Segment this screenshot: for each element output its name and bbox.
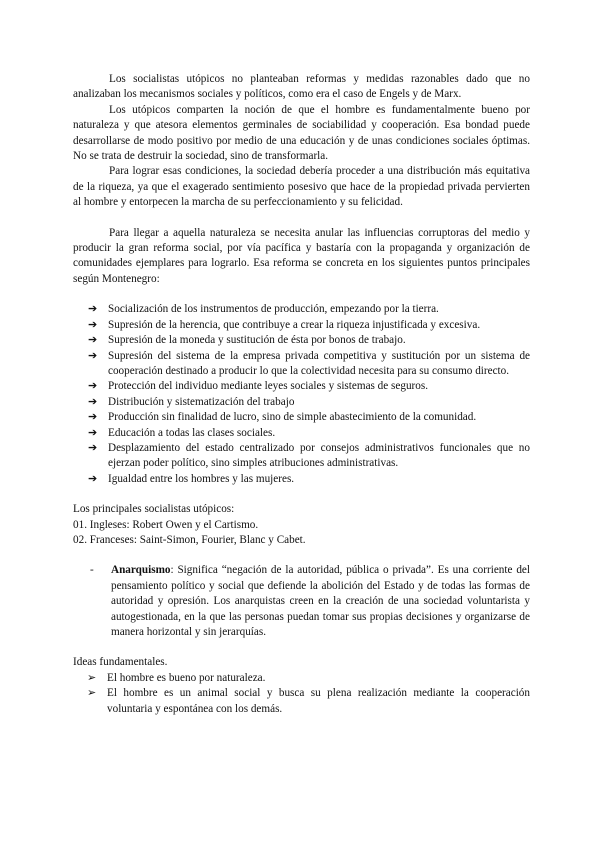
ideas-heading: Ideas fundamentales. <box>73 656 168 669</box>
arrow-icon: ➔ <box>88 411 98 424</box>
list-item: ➔ Supresión de la moneda y sustitución de ésta por bonos de trabajo. <box>88 333 530 348</box>
list-item: ➢ El hombre es bueno por naturaleza. <box>87 671 530 686</box>
list-item: ➔ Producción sin finalidad de lucro, sino de simple abastecimiento de la comunidad. <box>88 410 530 425</box>
socialists-item-franceses: 02. Franceses: Saint-Simon, Fourier, Blanc y Cabet. <box>73 533 306 546</box>
list-item: ➢ El hombre es un animal social y busca su plena realización mediante la cooperación voluntaria y espontánea con los demás. <box>87 687 530 715</box>
spacer <box>73 287 530 302</box>
arrow-icon: ➔ <box>88 303 98 316</box>
paragraph-nocion-hombre: Los utópicos comparten la noción de que el hombre es fundamentalmente bueno por naturaleza y que atesora elementos germinales de sociabilidad y cooperación. Esa bondad puede desarrollarse de modo positivo por medio de una educación y de unas condiciones sociales óptimas. No se trata de destruir la sociedad, sino de transformarla. <box>73 103 530 163</box>
paragraph-reforma-social: Para llegar a aquella naturaleza se necesita anular las influencias corruptoras del medio y producir la gran reforma social, por vía pacífica y bastaría con la propaganda y organización de comunidades ejemplares para lograrlo. Esa reforma se concreta en los siguientes puntos principales según Montenegro: <box>73 226 530 285</box>
arrow-icon: ➔ <box>88 441 98 454</box>
spacer <box>73 487 530 502</box>
arrow-icon: ➔ <box>88 318 98 331</box>
arrow-icon: ➔ <box>88 380 98 393</box>
arrow-icon: ➔ <box>88 395 98 408</box>
list-item: ➔ Igualdad entre los hombres y las mujeres. <box>88 472 530 487</box>
anarquismo-term: Anarquismo <box>111 564 171 577</box>
anarquismo-text: : Significa “negación de la autoridad, pública o privada”. Es una corriente del pensamiento político y social que defiende la abolición del Estado y de todas las formas de autoridad y opresión. Los anarquistas creen en la creación de una sociedad voluntarista y autogestionada, en la que las personas puedan tomar sus propias decisiones y organizarse de manera horizontal y sin jerarquías. <box>111 564 530 638</box>
arrow-icon: ➔ <box>88 334 98 347</box>
reforma-points-list <box>73 302 530 487</box>
arrow-icon: ➔ <box>88 472 98 485</box>
dash-marker: - <box>90 564 94 577</box>
socialists-heading: Los principales socialistas utópicos: <box>73 503 235 516</box>
arrow-icon: ➔ <box>88 426 98 439</box>
list-item: ➔ Protección del individuo mediante leyes sociales y sistemas de seguros. <box>88 379 530 394</box>
arrow-icon: ➔ <box>88 349 98 362</box>
socialists-item-ingleses: 01. Ingleses: Robert Owen y el Cartismo. <box>73 518 259 531</box>
paragraph-utopicos-intro: Los socialistas utópicos no planteaban reformas y medidas razonables dado que no analizaban los mecanismos sociales y políticos, como era el caso de Engels y de Marx. <box>73 73 530 101</box>
list-item: ➔ Distribución y sistematización del trabajo <box>88 395 530 410</box>
list-item: ➔ Socialización de los instrumentos de producción, empezando por la tierra. <box>88 302 530 317</box>
list-item: ➔ Supresión del sistema de la empresa privada competitiva y sustitución por un sistema de cooperación destinado a producir lo que la colectividad necesita para su consumo directo. <box>88 349 530 377</box>
list-item: ➔ Desplazamiento del estado centralizado por consejos administrativos funcionales que no ejerzan poder político, sino simples atribuciones administrativas. <box>88 441 530 470</box>
spacer <box>73 640 530 655</box>
list-item: ➔ Educación a todas las clases sociales. <box>88 426 530 441</box>
list-item: ➔ Supresión de la herencia, que contribuye a crear la riqueza injustificada y excesiva. <box>88 318 530 333</box>
chevron-arrow-icon: ➢ <box>87 687 97 700</box>
chevron-arrow-icon: ➢ <box>87 671 97 684</box>
spacer <box>73 211 530 226</box>
spacer <box>73 548 530 563</box>
paragraph-distribucion-riqueza: Para lograr esas condiciones, la sociedad debería proceder a una distribución más equitativa de la riqueza, ya que el exagerado sentimiento posesivo que hace de la propiedad privada pervierten al hombre y entorpecen la marcha de su perfeccionamiento y su felicidad. <box>73 165 530 209</box>
ideas-list <box>73 671 530 717</box>
anarquismo-definition <box>73 563 530 640</box>
